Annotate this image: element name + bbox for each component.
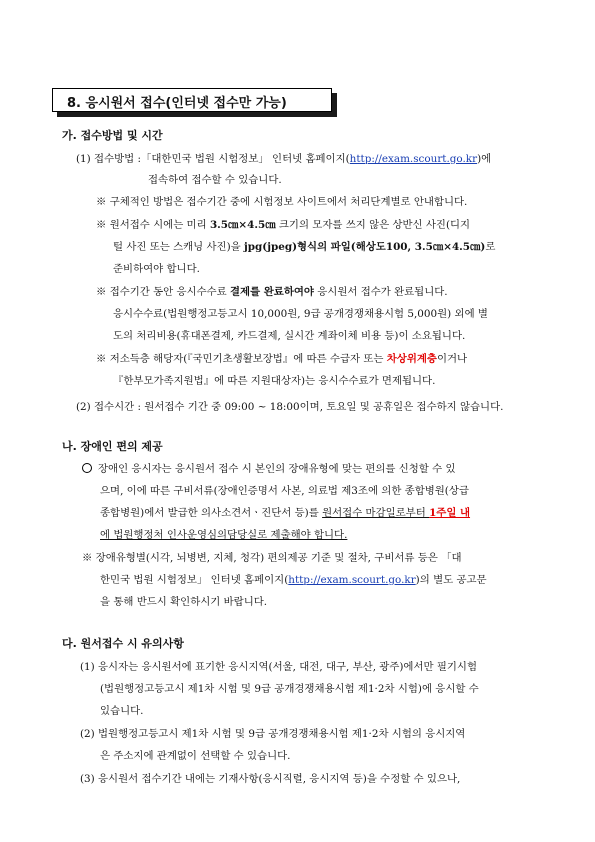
b-p1-l3-pre: 종합병원)에서 발급한 의사소견서ㆍ진단서 등)를	[100, 507, 323, 519]
b-p1-line2: 으며, 이에 따른 구비서류(장애인증명서 사본, 의료법 제3조에 의한 종합병원(상급	[100, 485, 469, 497]
b-p1-line3	[100, 506, 470, 520]
near-poverty-red: 차상위계층	[386, 353, 437, 365]
a-item1-post: )에	[477, 153, 492, 165]
heading-precautions: 다. 원서접수 시 유의사항	[62, 637, 184, 650]
a-note3-post: 응시원서 접수가 완료됩니다.	[313, 286, 448, 298]
homepage-link[interactable]: http://exam.scourt.go.kr	[349, 153, 478, 165]
b-p2-line3: 을 통해 반드시 확인하시기 바랍니다.	[100, 596, 268, 608]
a-note2-line2	[113, 240, 495, 254]
a-item1-line2: 접속하여 접수할 수 있습니다.	[148, 174, 282, 186]
b-p2-line2	[100, 573, 487, 587]
photo-size-bold: 3.5㎝×4.5㎝	[209, 219, 276, 231]
a-note4-line1	[96, 352, 467, 366]
a-note3-line3: 도의 처리비용(휴대폰결제, 카드결제, 실시간 계좌이체 비용 등)이 소요됩니다.	[113, 330, 466, 342]
a-note2-pre: ※ 원서접수 시에는 미리	[96, 219, 210, 231]
a-note4-line2: 『한부모가족지원법』에 따른 지원대상자)는 응시수수료가 면제됩니다.	[113, 375, 436, 387]
section-title-box	[52, 88, 332, 112]
heading-disability-support: 나. 장애인 편의 제공	[62, 440, 163, 453]
a-note2-post: 크기의 모자를 쓰지 않은 상반신 사진(디지	[275, 219, 471, 231]
a-note2-line1	[96, 218, 470, 232]
b-p1-line1	[82, 462, 456, 476]
a-item1-line1	[76, 152, 491, 166]
a-note1: ※ 구체적인 방법은 접수기간 중에 시험정보 사이트에서 처리단계별로 안내합니다.	[96, 196, 468, 208]
homepage-link-2[interactable]: http://exam.scourt.go.kr	[288, 574, 416, 586]
heading-application-method: 가. 접수방법 및 시간	[62, 129, 163, 142]
one-week-red: 1주일 내	[429, 507, 471, 519]
b-p2-l2-post: )의 별도 공고문	[415, 574, 487, 586]
c-item2-line2: 은 주소지에 관계없이 선택할 수 있습니다.	[100, 750, 291, 762]
deadline-underlined: 원서접수 마감일로부터	[322, 507, 430, 519]
b-p2-line1: ※ 장애유형별(시각, 뇌병변, 지체, 청각) 편의제공 기준 및 절차, 구비서류 등은 「대	[82, 552, 462, 564]
c-item1-line3: 있습니다.	[100, 705, 144, 717]
c-item1-line2: (법원행정고등고시 제1차 시험 및 9급 공개경쟁채용시험 제1·2차 시험)에 응시할 수	[100, 683, 479, 695]
a-note4-pre: ※ 저소득층 해당자(『국민기초생활보장법』에 따른 수급자 또는	[96, 353, 387, 365]
b-p2-l2-pre: 한민국 법원 시험정보」 인터넷 홈페이지(	[100, 574, 289, 586]
a-note4-post: 이거나	[436, 353, 468, 365]
a-item2: (2) 접수시간 : 원서접수 기간 중 09:00 ~ 18:00이며, 토요일 및 공휴일은 접수하지 않습니다.	[76, 401, 504, 413]
photo-format-bold: jpg(jpeg)형식의 파일(해상도100, 3.5㎝×4.5㎝)	[243, 241, 486, 253]
b-p1-line4: 에 법원행정처 인사운영심의담당실로 제출해야 합니다.	[100, 529, 348, 541]
a-item1-text: (1)	[76, 153, 91, 165]
section-title: 8. 응시원서 접수(인터넷 접수만 가능)	[67, 96, 287, 111]
c-item2-line1: (2) 법원행정고등고시 제1차 시험 및 9급 공개경쟁채용시험 제1·2차 시험의 응시지역	[80, 728, 466, 740]
a-note2-l2-post: 로	[485, 241, 496, 253]
b-p1-l1: 장애인 응시자는 응시원서 접수 시 본인의 장애유형에 맞는 편의를 신청할 수 있	[98, 463, 456, 475]
a-note3-line1	[96, 285, 448, 299]
circle-bullet-icon	[82, 463, 92, 473]
a-note2-line3: 준비하여야 합니다.	[113, 263, 200, 275]
a-note3-line2: 응시수수료(법원행정고등고시 10,000원, 9급 공개경쟁채용시험 5,000원) 외에 별	[113, 308, 488, 320]
a-note3-pre: ※ 접수기간 동안 응시수수료	[96, 286, 231, 298]
c-item3-line1: (3) 응시원서 접수기간 내에는 기재사항(응시직렬, 응시지역 등)을 수정할 수 있으나,	[80, 773, 461, 785]
payment-bold: 결제를 완료하여야	[230, 286, 314, 298]
c-item1-line1: (1) 응시자는 응시원서에 표기한 응시지역(서울, 대전, 대구, 부산, 광주)에서만 필기시험	[80, 661, 477, 673]
a-note2-l2-pre: 털 사진 또는 스캐닝 사진)을	[113, 241, 244, 253]
a-item1-pre: 접수방법 :「대한민국 법원 시험정보」 인터넷 홈페이지(	[94, 153, 350, 165]
